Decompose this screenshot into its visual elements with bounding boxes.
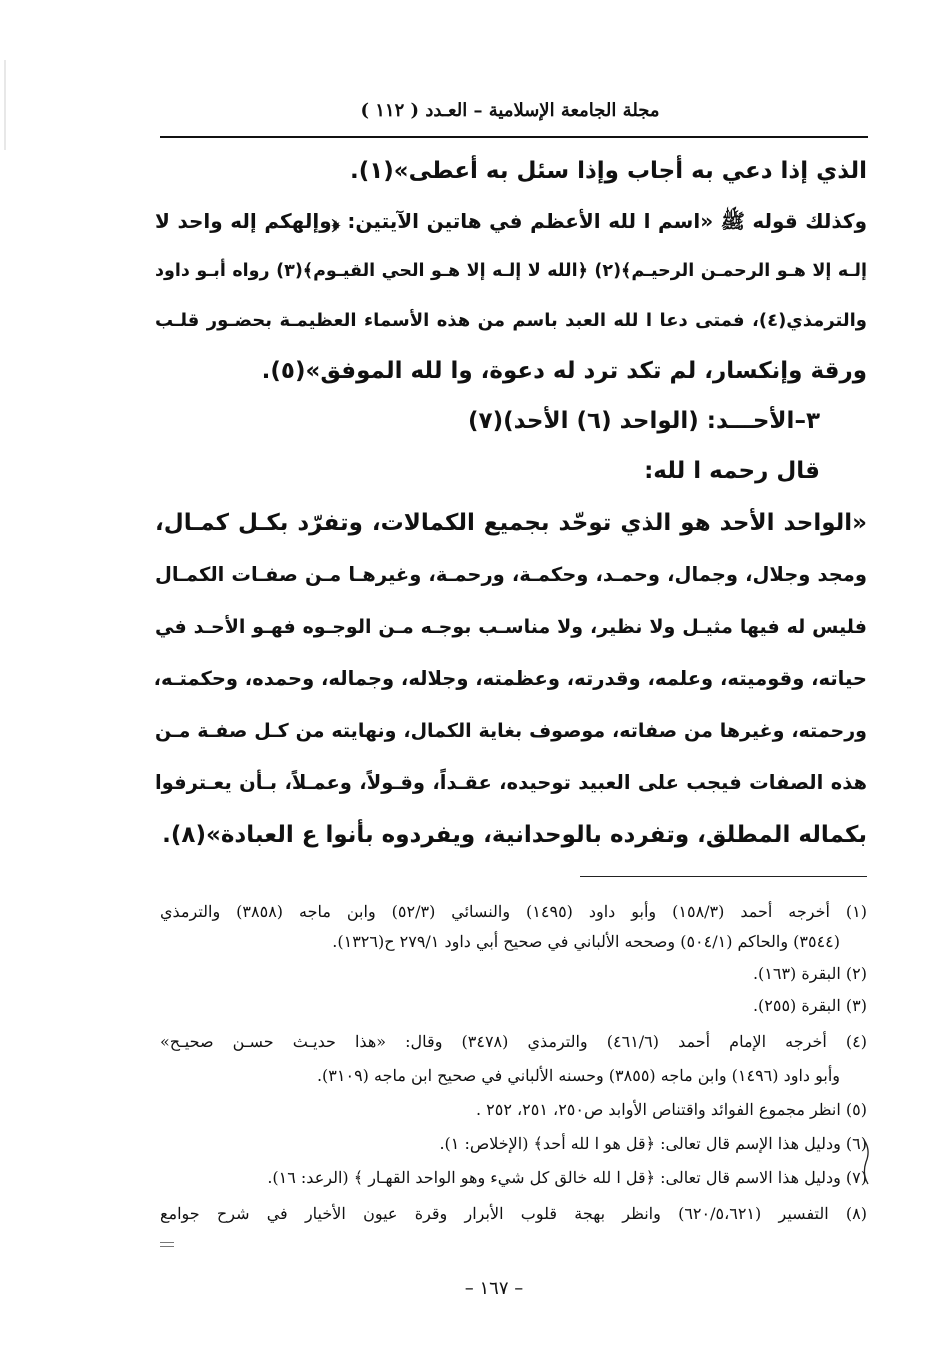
footnote-3: (٣) البقرة (٢٥٥). (752, 996, 867, 1015)
footnote-8: (٨) التفسير (٦٢٠/٥،٦٢١) وانظر بهجة قلوب الأبرار وقرة عيون الأخيار في شرح جوامع (160, 1204, 868, 1223)
footnote-4-cont: وأبو داود (١٤٩٦) وابن ماجه (٣٨٥٥) وحسنه الألباني في صحيح ابن ماجه (٣١٠٩). (316, 1066, 840, 1085)
body-line: «الواحد الأحد هو الذي توحّد بجميع الكمالات، وتفرّد بكـل كمـال، (155, 510, 867, 536)
body-line: حياته، وقوميته، وعلمه، وقدرته، وعظمته، وجلاله، وجماله، وحمده، وحكمتـه، (153, 667, 867, 690)
body-line: الذي إذا دعي به أجاب وإذا سئل به أعطى»(١). (349, 158, 867, 184)
body-line: بكماله المطلق، وتفرده بالوحدانية، ويفردوه بأنوا ع العبادة»(٨). (162, 822, 867, 848)
body-line: والترمذي(٤)، فمتى دعا ا لله العبد باسم من هذه الأسماء العظيمـة بحضـور قلـب (155, 310, 867, 331)
section-heading: ٣–الأحـــد: (الواحد (٦) الأحد)(٧) (468, 408, 820, 434)
journal-header: مجلة الجامعة الإسلامية – العـدد ( ١١٢ ) (360, 100, 660, 121)
body-line: قال رحمه ا لله: (644, 458, 820, 484)
footnote-2: (٢) البقرة (١٦٣). (752, 964, 867, 983)
footnote-7: (٧) ودليل هذا الاسم قال تعالى: ﴿قل ا لله خالق كل شيء وهو الواحد القهـار ﴾ (الرعد: ١٦). (267, 1168, 867, 1187)
footnote-1-cont: (٣٥٤٤) والحاكم (٥٠٤/١) وصححه الألباني في صحيح أبي داود ٢٧٩/١ ح(١٣٢٦). (332, 932, 840, 951)
body-line: إلـه إلا هـو الرحمـن الرحيـم﴾(٢) ﴿الله لا إلـه إلا هـو الحي القيـوم﴾(٣) رواه أبـو داود (155, 261, 868, 281)
body-line: فليس له فيها مثيـل ولا نظير، ولا مناسـب بوجـه مـن الوجـوه فهـو الأحـد في (155, 616, 867, 638)
footnote-6: (٦) ودليل هذا الإسم قال تعالى: ﴿قل هو ا لله أحد﴾ (الإخلاص: ١). (439, 1134, 867, 1153)
body-line: ورحمته، وغيرها من صفاته، موصوف بغاية الكمال، ونهايته من كـل صفـة مـن (155, 720, 867, 742)
body-line: ومجد وجلال، وجمال، وحمـد، وحكمـة، ورحمـة، وغيرهـا مـن صفـات الكمـال (155, 563, 867, 586)
body-line: ورقة وإنكسار، لم تكد ترد له دعوة، وا لله الموفق»(٥). (261, 358, 867, 384)
footnote-4: (٤) أخرجه الإمام أحمد (٤٦١/٦) والترمذي (٣٤٧٨) وقال: «هذا حديـث حسـن صحيـح» (160, 1032, 867, 1051)
margin-bracket-mark (862, 1136, 872, 1188)
footnote-5: (٥) انظر مجموع الفوائد واقتناص الأوابد ص٢٥٠، ٢٥١، ٢٥٢ . (475, 1100, 867, 1119)
scan-edge-mark (4, 60, 6, 150)
body-line: وكذلك قوله ﷺ «اسم ا لله الأعظم في هاتين الآيتين: ﴿وإلهكم إله واحد لا (155, 209, 867, 233)
page-number: – ١٦٧ – (464, 1278, 524, 1299)
header-divider (160, 136, 868, 138)
body-line: هذه الصفات فيجب على العبيد توحيده، عقـداً، وقـولاً، وعمـلاً، بـأن يعـترفوا (155, 771, 867, 794)
footnote-divider (580, 876, 867, 877)
footnote-1: (١) أخرجه أحمد (١٥٨/٣) وأبو داود (١٤٩٥) والنسائي (٥٢/٣) وابن ماجه (٣٨٥٨) والترمذي (160, 902, 867, 921)
catchword-mark (160, 1242, 174, 1247)
